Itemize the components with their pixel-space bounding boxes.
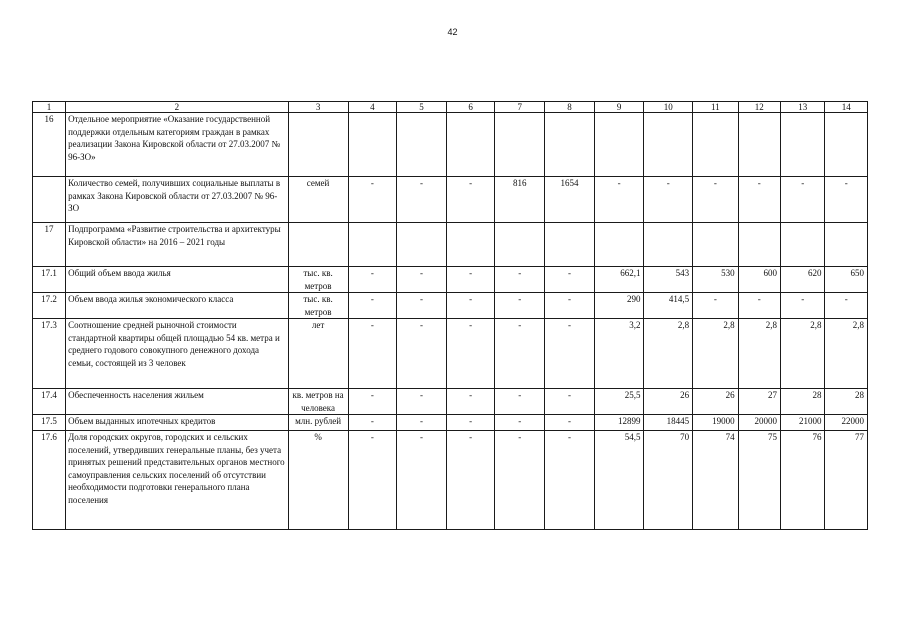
value-cell: -	[693, 293, 739, 319]
column-header: 14	[825, 102, 868, 113]
value-cell: 2,8	[693, 319, 739, 389]
column-header: 7	[495, 102, 545, 113]
column-header: 8	[545, 102, 595, 113]
column-header: 9	[594, 102, 644, 113]
value-cell	[825, 223, 868, 267]
row-number: 17	[33, 223, 66, 267]
table-row	[33, 113, 868, 177]
value-cell: -	[348, 267, 397, 293]
value-cell: -	[446, 293, 495, 319]
value-cell: 662,1	[594, 267, 644, 293]
column-header: 2	[66, 102, 288, 113]
value-cell: -	[397, 267, 447, 293]
table-row	[33, 431, 868, 530]
value-cell	[781, 113, 825, 177]
value-cell: 2,8	[825, 319, 868, 389]
value-cell: 2,8	[738, 319, 780, 389]
value-cell	[825, 113, 868, 177]
unit-of-measure: %	[288, 431, 348, 530]
value-cell: -	[693, 177, 739, 223]
header-row	[33, 102, 868, 113]
value-cell: -	[397, 415, 447, 431]
value-cell: -	[348, 293, 397, 319]
column-header: 11	[693, 102, 739, 113]
value-cell	[644, 223, 693, 267]
value-cell: 12899	[594, 415, 644, 431]
value-cell: 650	[825, 267, 868, 293]
value-cell: -	[495, 415, 545, 431]
value-cell: 600	[738, 267, 780, 293]
value-cell	[446, 223, 495, 267]
value-cell	[545, 223, 595, 267]
value-cell: 1654	[545, 177, 595, 223]
value-cell: 290	[594, 293, 644, 319]
row-number: 17.5	[33, 415, 66, 431]
value-cell: 543	[644, 267, 693, 293]
value-cell: 74	[693, 431, 739, 530]
value-cell: 3,2	[594, 319, 644, 389]
value-cell	[738, 113, 780, 177]
indicator-name: Подпрограмма «Развитие строительства и архитектуры Кировской области» на 2016 – 2021 годы	[66, 223, 288, 267]
value-cell: -	[495, 267, 545, 293]
value-cell: -	[446, 415, 495, 431]
value-cell: -	[781, 177, 825, 223]
value-cell	[738, 223, 780, 267]
value-cell: 21000	[781, 415, 825, 431]
value-cell: 22000	[825, 415, 868, 431]
table-row	[33, 319, 868, 389]
value-cell	[495, 113, 545, 177]
value-cell	[594, 223, 644, 267]
value-cell: 76	[781, 431, 825, 530]
unit-of-measure: лет	[288, 319, 348, 389]
column-header: 5	[397, 102, 447, 113]
table-row	[33, 267, 868, 293]
value-cell	[781, 223, 825, 267]
row-number: 16	[33, 113, 66, 177]
value-cell: -	[545, 415, 595, 431]
column-header: 1	[33, 102, 66, 113]
value-cell: 26	[693, 389, 739, 415]
value-cell: 2,8	[781, 319, 825, 389]
value-cell: -	[446, 319, 495, 389]
indicator-name: Общий объем ввода жилья	[66, 267, 288, 293]
column-header: 6	[446, 102, 495, 113]
unit-of-measure: кв. метров на человека	[288, 389, 348, 415]
value-cell	[348, 113, 397, 177]
indicator-name: Объем ввода жилья экономического класса	[66, 293, 288, 319]
value-cell: 77	[825, 431, 868, 530]
value-cell: 28	[825, 389, 868, 415]
value-cell: -	[495, 319, 545, 389]
value-cell: -	[545, 389, 595, 415]
column-header: 13	[781, 102, 825, 113]
row-number	[33, 177, 66, 223]
indicator-name: Обеспеченность населения жильем	[66, 389, 288, 415]
table-row	[33, 223, 868, 267]
column-header: 12	[738, 102, 780, 113]
value-cell	[644, 113, 693, 177]
value-cell	[594, 113, 644, 177]
value-cell: 20000	[738, 415, 780, 431]
table-row	[33, 389, 868, 415]
value-cell	[348, 223, 397, 267]
column-header: 4	[348, 102, 397, 113]
value-cell: -	[348, 177, 397, 223]
value-cell: 75	[738, 431, 780, 530]
value-cell: -	[348, 389, 397, 415]
value-cell: -	[545, 431, 595, 530]
value-cell: -	[545, 267, 595, 293]
value-cell: -	[738, 293, 780, 319]
row-number: 17.6	[33, 431, 66, 530]
unit-of-measure	[288, 223, 348, 267]
table-row	[33, 415, 868, 431]
value-cell: -	[446, 389, 495, 415]
value-cell	[545, 113, 595, 177]
column-header: 3	[288, 102, 348, 113]
value-cell: -	[446, 177, 495, 223]
value-cell: -	[446, 267, 495, 293]
value-cell: -	[397, 389, 447, 415]
row-number: 17.3	[33, 319, 66, 389]
unit-of-measure: семей	[288, 177, 348, 223]
value-cell: 19000	[693, 415, 739, 431]
table-row	[33, 177, 868, 223]
indicators-table	[32, 101, 868, 530]
value-cell: 70	[644, 431, 693, 530]
row-number: 17.4	[33, 389, 66, 415]
value-cell: 620	[781, 267, 825, 293]
value-cell: -	[495, 389, 545, 415]
value-cell: 18445	[644, 415, 693, 431]
unit-of-measure: тыс. кв. метров	[288, 293, 348, 319]
table-row	[33, 293, 868, 319]
value-cell: -	[825, 293, 868, 319]
row-number: 17.2	[33, 293, 66, 319]
value-cell: -	[397, 431, 447, 530]
value-cell: 2,8	[644, 319, 693, 389]
value-cell: 414,5	[644, 293, 693, 319]
row-number: 17.1	[33, 267, 66, 293]
value-cell	[693, 113, 739, 177]
value-cell: 54,5	[594, 431, 644, 530]
value-cell: 27	[738, 389, 780, 415]
page-number: 42	[447, 27, 458, 37]
value-cell: 26	[644, 389, 693, 415]
value-cell: -	[348, 431, 397, 530]
indicator-name: Отдельное мероприятие «Оказание государственной поддержки отдельным категориям граждан в рамках реализации Закона Кировской области от 27.03.2007 № 96-ЗО»	[66, 113, 288, 177]
unit-of-measure	[288, 113, 348, 177]
value-cell: -	[495, 431, 545, 530]
value-cell: -	[348, 415, 397, 431]
value-cell: 28	[781, 389, 825, 415]
value-cell: 530	[693, 267, 739, 293]
value-cell: -	[594, 177, 644, 223]
value-cell: -	[545, 319, 595, 389]
value-cell	[397, 113, 447, 177]
value-cell: 25,5	[594, 389, 644, 415]
indicator-name: Объем выданных ипотечных кредитов	[66, 415, 288, 431]
indicator-name: Количество семей, получивших социальные выплаты в рамках Закона Кировской области от 27.03.2007 № 96-ЗО	[66, 177, 288, 223]
indicator-name: Соотношение средней рыночной стоимости стандартной квартиры общей площадью 54 кв. метра и среднего годового совокупного денежного дохода семьи, состоящей из 3 человек	[66, 319, 288, 389]
value-cell	[446, 113, 495, 177]
value-cell: -	[545, 293, 595, 319]
unit-of-measure: млн. рублей	[288, 415, 348, 431]
value-cell: -	[397, 177, 447, 223]
value-cell	[693, 223, 739, 267]
indicator-name: Доля городских округов, городских и сельских поселений, утвердивших генеральные планы, без учета принятых решений представительных органов местного самоуправления сельских поселений об отсутствии необходимости подготовки генерального плана поселения	[66, 431, 288, 530]
value-cell: -	[397, 319, 447, 389]
value-cell: -	[781, 293, 825, 319]
value-cell: 816	[495, 177, 545, 223]
column-header: 10	[644, 102, 693, 113]
value-cell: -	[397, 293, 447, 319]
value-cell: -	[738, 177, 780, 223]
value-cell: -	[446, 431, 495, 530]
value-cell: -	[495, 293, 545, 319]
value-cell: -	[644, 177, 693, 223]
value-cell: -	[348, 319, 397, 389]
value-cell: -	[825, 177, 868, 223]
unit-of-measure: тыс. кв. метров	[288, 267, 348, 293]
value-cell	[495, 223, 545, 267]
value-cell	[397, 223, 447, 267]
